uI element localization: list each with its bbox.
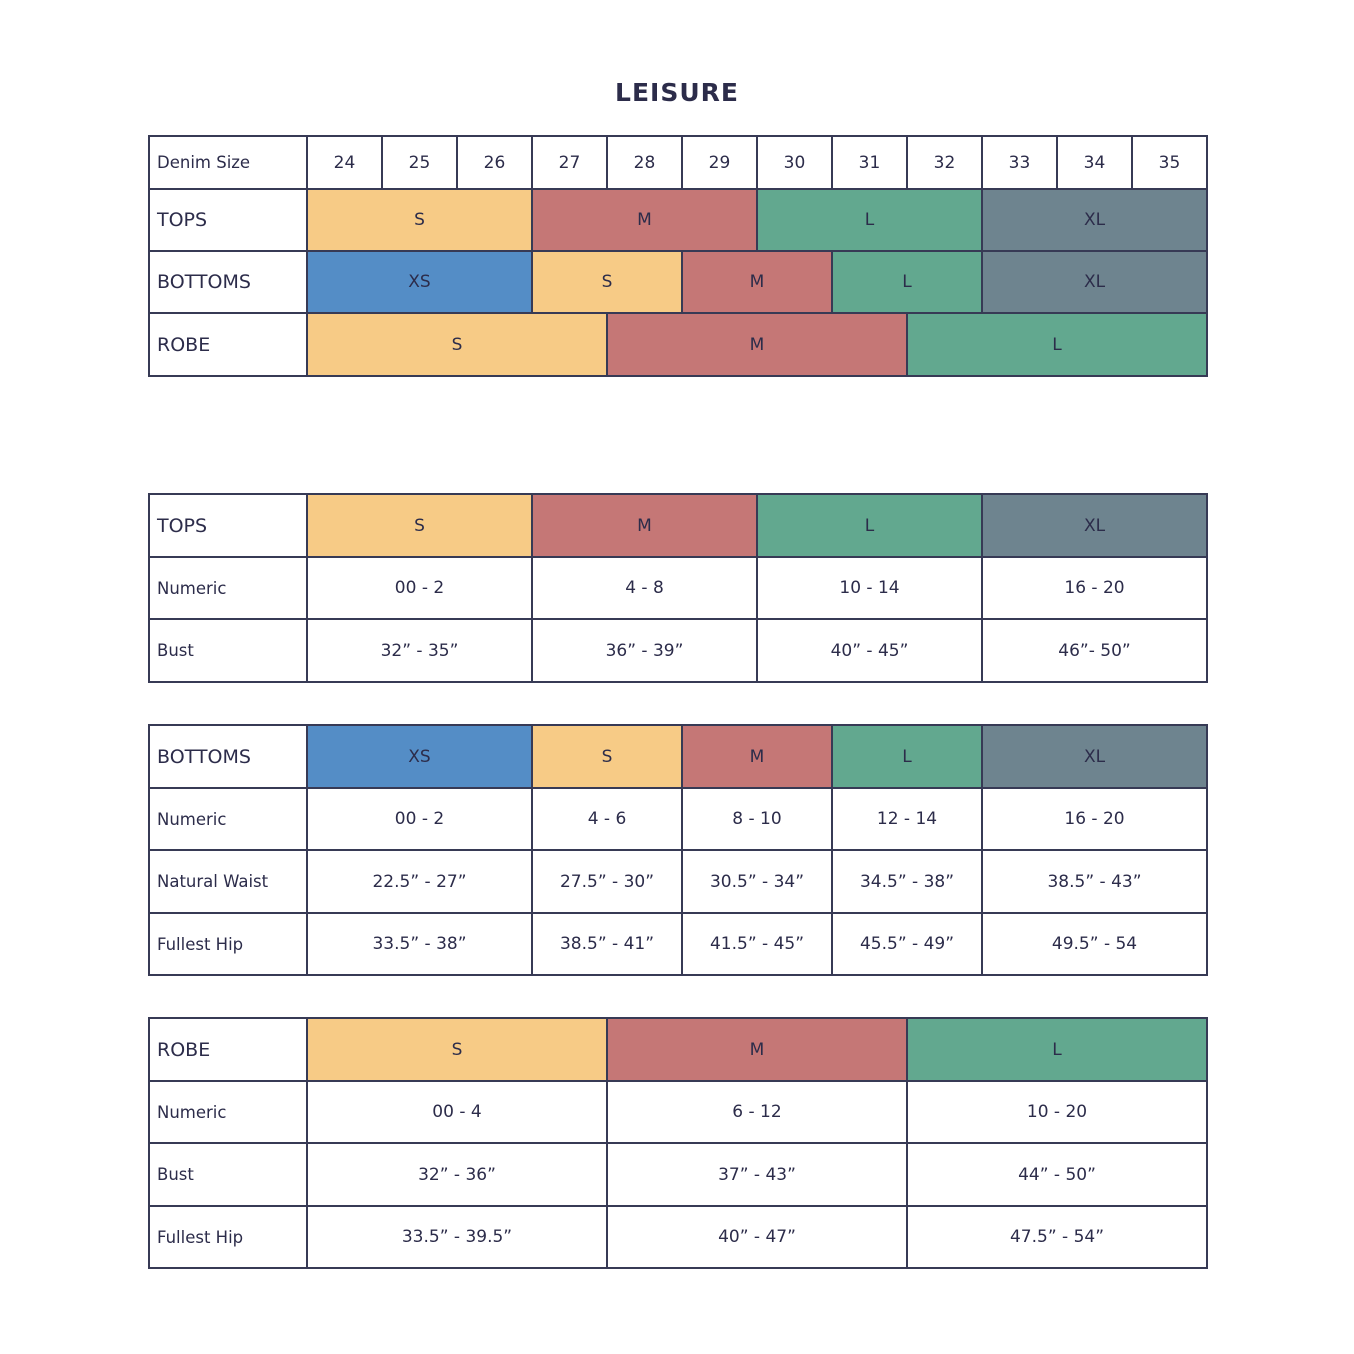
size-band: M (607, 313, 907, 376)
denim-size-cell: 24 (307, 136, 382, 189)
table-row (149, 557, 1207, 619)
row-label: BOTTOMS (149, 251, 307, 313)
size-band: L (832, 251, 982, 313)
table-row (149, 1081, 1207, 1143)
size-header-cell: S (532, 725, 682, 788)
table-cell: 22.5” - 27” (307, 850, 532, 913)
tops-size-header (149, 494, 1207, 557)
size-band: L (757, 189, 982, 251)
denim-size-cell: 27 (532, 136, 607, 189)
overview-bottoms-row (149, 251, 1207, 313)
table-row (149, 1206, 1207, 1268)
denim-size-cell: 30 (757, 136, 832, 189)
table-cell: 00 - 2 (307, 557, 532, 619)
table-label: TOPS (149, 494, 307, 557)
robe-size-table (148, 1017, 1208, 1269)
size-band: M (532, 189, 757, 251)
table-cell: 00 - 2 (307, 788, 532, 850)
table-cell: 38.5” - 43” (982, 850, 1207, 913)
table-label: ROBE (149, 1018, 307, 1081)
size-band: XL (982, 251, 1207, 313)
size-band: L (907, 313, 1207, 376)
table-cell: 33.5” - 38” (307, 913, 532, 975)
overview-robe-row (149, 313, 1207, 376)
table-cell: 47.5” - 54” (907, 1206, 1207, 1268)
size-header-cell: S (307, 1018, 607, 1081)
table-cell: 12 - 14 (832, 788, 982, 850)
size-header-cell: XS (307, 725, 532, 788)
table-cell: 00 - 4 (307, 1081, 607, 1143)
table-cell: 33.5” - 39.5” (307, 1206, 607, 1268)
page-title: LEISURE (615, 78, 739, 107)
denim-size-row (149, 136, 1207, 189)
overview-tops-row (149, 189, 1207, 251)
table-cell: 30.5” - 34” (682, 850, 832, 913)
row-label: Bust (149, 619, 307, 682)
table-cell: 32” - 36” (307, 1143, 607, 1206)
row-label: Bust (149, 1143, 307, 1206)
table-cell: 4 - 8 (532, 557, 757, 619)
table-cell: 40” - 45” (757, 619, 982, 682)
denim-size-cell: 31 (832, 136, 907, 189)
table-cell: 16 - 20 (982, 557, 1207, 619)
size-header-cell: S (307, 494, 532, 557)
table-cell: 34.5” - 38” (832, 850, 982, 913)
table-row (149, 1143, 1207, 1206)
denim-size-cell: 26 (457, 136, 532, 189)
table-cell: 44” - 50” (907, 1143, 1207, 1206)
table-row (149, 619, 1207, 682)
row-label: Numeric (149, 557, 307, 619)
bottoms-size-table (148, 724, 1208, 976)
overview-size-table (148, 135, 1208, 377)
row-label: Numeric (149, 1081, 307, 1143)
size-header-cell: L (907, 1018, 1207, 1081)
table-cell: 16 - 20 (982, 788, 1207, 850)
size-band: XL (982, 189, 1207, 251)
table-cell: 38.5” - 41” (532, 913, 682, 975)
table-cell: 40” - 47” (607, 1206, 907, 1268)
denim-size-cell: 29 (682, 136, 757, 189)
size-header-cell: M (532, 494, 757, 557)
table-cell: 45.5” - 49” (832, 913, 982, 975)
denim-size-cell: 35 (1132, 136, 1207, 189)
table-cell: 4 - 6 (532, 788, 682, 850)
size-header-cell: M (607, 1018, 907, 1081)
table-row (149, 850, 1207, 913)
denim-size-cell: 33 (982, 136, 1057, 189)
size-header-cell: L (832, 725, 982, 788)
row-label: ROBE (149, 313, 307, 376)
size-header-cell: XL (982, 725, 1207, 788)
table-cell: 49.5” - 54 (982, 913, 1207, 975)
size-band: M (682, 251, 832, 313)
table-row (149, 913, 1207, 975)
size-band: S (307, 189, 532, 251)
row-label: Fullest Hip (149, 1206, 307, 1268)
table-cell: 8 - 10 (682, 788, 832, 850)
table-label: BOTTOMS (149, 725, 307, 788)
row-label: Numeric (149, 788, 307, 850)
size-header-cell: L (757, 494, 982, 557)
denim-size-cell: 25 (382, 136, 457, 189)
table-row (149, 788, 1207, 850)
row-label: Fullest Hip (149, 913, 307, 975)
robe-size-header (149, 1018, 1207, 1081)
row-label: TOPS (149, 189, 307, 251)
size-band: S (532, 251, 682, 313)
table-cell: 10 - 14 (757, 557, 982, 619)
denim-size-cell: 32 (907, 136, 982, 189)
size-header-cell: XL (982, 494, 1207, 557)
size-header-cell: M (682, 725, 832, 788)
row-label: Natural Waist (149, 850, 307, 913)
bottoms-size-header (149, 725, 1207, 788)
size-band: XS (307, 251, 532, 313)
tops-size-table (148, 493, 1208, 683)
denim-size-cell: 34 (1057, 136, 1132, 189)
table-cell: 10 - 20 (907, 1081, 1207, 1143)
table-cell: 6 - 12 (607, 1081, 907, 1143)
table-cell: 27.5” - 30” (532, 850, 682, 913)
denim-size-label: Denim Size (149, 136, 307, 189)
size-band: S (307, 313, 607, 376)
table-cell: 37” - 43” (607, 1143, 907, 1206)
table-cell: 36” - 39” (532, 619, 757, 682)
table-cell: 41.5” - 45” (682, 913, 832, 975)
table-cell: 32” - 35” (307, 619, 532, 682)
table-cell: 46”- 50” (982, 619, 1207, 682)
denim-size-cell: 28 (607, 136, 682, 189)
